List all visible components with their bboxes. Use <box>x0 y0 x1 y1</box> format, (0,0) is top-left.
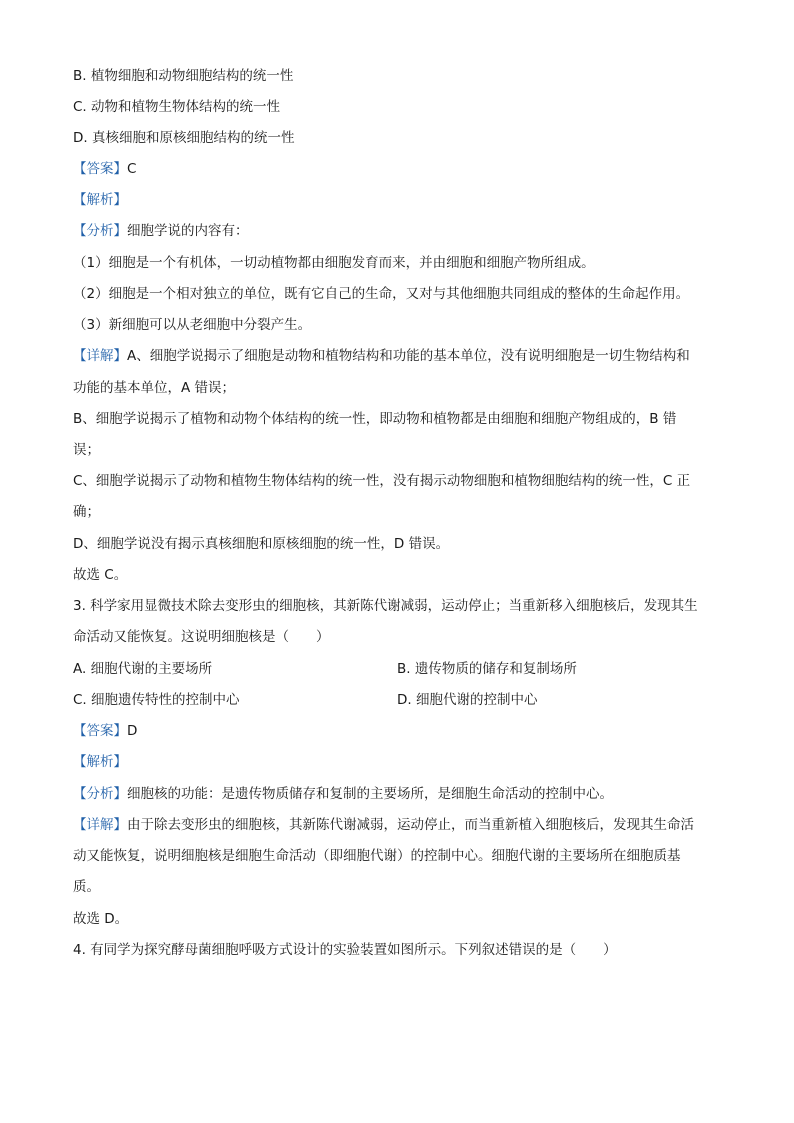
xiangjie-line <box>73 347 690 365</box>
paragraph-line: 动又能恢复，说明细胞核是细胞生命活动（即细胞代谢）的控制中心。细胞代谢的主要场所在细胞质基 <box>73 848 681 864</box>
answer-tag: 【答案】 <box>73 723 127 739</box>
answer-value: D <box>127 723 138 739</box>
paragraph-line: 质。 <box>73 879 100 895</box>
option-d: D. 真核细胞和原核细胞结构的统一性 <box>73 130 295 146</box>
analysis-heading <box>73 191 127 209</box>
conclusion-line: 故选 C。 <box>73 567 128 583</box>
answer-tag: 【答案】 <box>73 161 127 177</box>
paragraph-line: C、细胞学说揭示了动物和植物生物体结构的统一性，没有揭示动物细胞和植物细胞结构的统一性，C 正 <box>73 473 691 489</box>
question-3-stem-cont: 命活动又能恢复。这说明细胞核是（ ） <box>73 629 330 645</box>
paragraph-line: 确； <box>73 504 100 520</box>
paragraph-line: 误； <box>73 442 100 458</box>
conclusion-line: 故选 D。 <box>73 911 129 927</box>
paragraph-line: D、细胞学说没有揭示真核细胞和原核细胞的统一性，D 错误。 <box>73 536 450 552</box>
question-4-stem: 4. 有同学为探究酵母菌细胞呼吸方式设计的实验装置如图所示。下列叙述错误的是（ ） <box>73 942 617 958</box>
q3-option-b: B. 遗传物质的储存和复制场所 <box>397 661 577 677</box>
theory-point-2: （2）细胞是一个相对独立的单位，既有它自己的生命，又对与其他细胞共同组成的整体的生命起作用。 <box>73 286 690 302</box>
theory-point-1: （1）细胞是一个有机体，一切动植物都由细胞发育而来，并由细胞和细胞产物所组成。 <box>73 255 595 271</box>
paragraph-line: 功能的基本单位，A 错误； <box>73 380 236 396</box>
fenxi-tag: 【分析】 <box>73 786 127 802</box>
paragraph-line: B、细胞学说揭示了植物和动物个体结构的统一性，即动物和植物都是由细胞和细胞产物组成的，B 错 <box>73 411 677 427</box>
question-3-stem: 3. 科学家用显微技术除去变形虫的细胞核，其新陈代谢减弱，运动停止；当重新移入细胞核后，发现其生 <box>73 598 698 614</box>
fenxi-line <box>73 222 249 240</box>
analysis-tag: 【解析】 <box>73 754 127 770</box>
xiangjie-text: 由于除去变形虫的细胞核，其新陈代谢减弱，运动停止，而当重新植入细胞核后，发现其生命活 <box>127 817 694 833</box>
option-b: B. 植物细胞和动物细胞结构的统一性 <box>73 68 294 84</box>
fenxi-text: 细胞核的功能：是遗传物质储存和复制的主要场所，是细胞生命活动的控制中心。 <box>127 786 613 802</box>
fenxi-text: 细胞学说的内容有： <box>127 223 249 239</box>
theory-point-3: （3）新细胞可以从老细胞中分裂产生。 <box>73 317 312 333</box>
xiangjie-line <box>73 816 694 834</box>
analysis-tag: 【解析】 <box>73 192 127 208</box>
analysis-heading <box>73 753 127 771</box>
xiangjie-tag: 【详解】 <box>73 348 127 364</box>
xiangjie-tag: 【详解】 <box>73 817 127 833</box>
option-c: C. 动物和植物生物体结构的统一性 <box>73 99 281 115</box>
fenxi-line <box>73 785 613 803</box>
fenxi-tag: 【分析】 <box>73 223 127 239</box>
answer-line <box>73 722 137 740</box>
answer-line <box>73 160 136 178</box>
xiangjie-text: A、细胞学说揭示了细胞是动物和植物结构和功能的基本单位，没有说明细胞是一切生物结构和 <box>127 348 690 364</box>
q3-option-c: C. 细胞遗传特性的控制中心 <box>73 692 240 708</box>
answer-value: C <box>127 161 137 177</box>
q3-option-a: A. 细胞代谢的主要场所 <box>73 661 213 677</box>
q3-option-d: D. 细胞代谢的控制中心 <box>397 692 538 708</box>
